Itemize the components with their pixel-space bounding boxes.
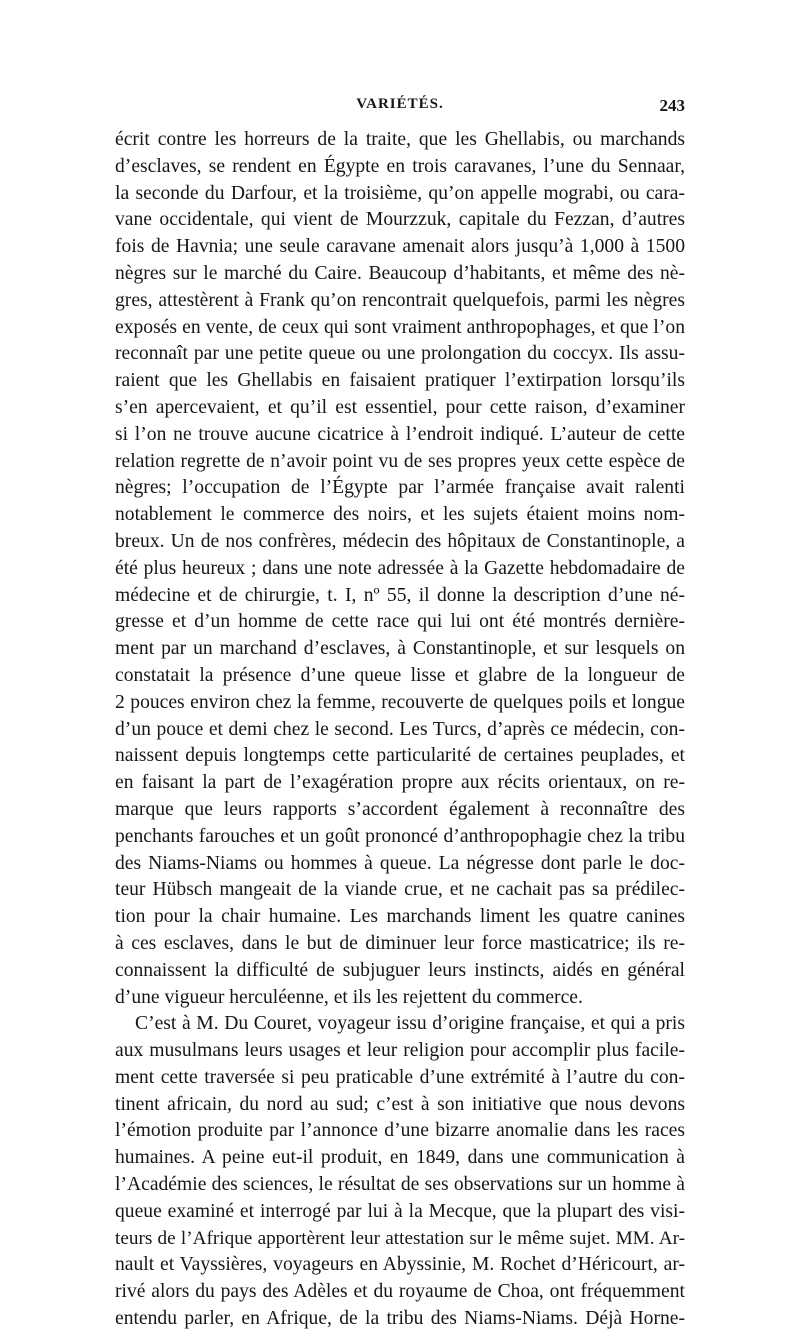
text-line: 2 pouces environ chez la femme, recouverte de quelques poils et longue xyxy=(115,691,685,713)
text-line: aux musulmans leurs usages et leur religion pour accomplir plus facile- xyxy=(115,1040,685,1062)
text-line: d’une vigueur herculéenne, et ils les rejettent du commerce. xyxy=(115,986,583,1008)
text-line: breux. Un de nos confrères, médecin des hôpitaux de Constantinople, a xyxy=(115,530,685,552)
text-line: nault et Vayssières, voyageurs en Abyssinie, M. Rochet d’Héricourt, ar- xyxy=(115,1254,685,1276)
text-line: reconnaît par une petite queue ou une prolongation du coccyx. Ils assu- xyxy=(115,343,685,365)
text-line: naissent depuis longtemps cette particularité de certaines peuplades, et xyxy=(115,745,685,767)
text-line: écrit contre les horreurs de la traite, que les Ghellabis, ou marchands xyxy=(115,129,685,150)
text-line: gres, attestèrent à Frank qu’on rencontrait quelquefois, parmi les nègres xyxy=(115,289,685,311)
text-line: humaines. A peine eut-il produit, en 1849, dans une communication à xyxy=(115,1147,685,1169)
text-line: tinent africain, du nord au sud; c’est à son initiative que nous devons xyxy=(115,1093,685,1115)
text-line: tion pour la chair humaine. Les marchands liment les quatre canines xyxy=(115,906,685,928)
text-line: gresse et d’un homme de cette race qui lui ont été montrés dernière- xyxy=(115,611,685,633)
text-line: rivé alors du pays des Adèles et du royaume de Choa, ont fréquemment xyxy=(115,1281,685,1303)
text-line: d’esclaves, se rendent en Égypte en trois caravanes, l’une du Sennaar, xyxy=(115,155,685,177)
text-line: teurs de l’Afrique apportèrent leur attestation sur le même sujet. MM. Ar- xyxy=(115,1227,685,1249)
page-number: 243 xyxy=(659,96,685,115)
text-line: exposés en vente, de ceux qui sont vraiment anthropophages, et que l’on xyxy=(115,316,685,338)
text-line: l’émotion produite par l’annonce d’une bizarre anomalie dans les races xyxy=(115,1120,685,1142)
body-text xyxy=(115,127,685,1333)
text-line: notablement le commerce des noirs, et les sujets étaient moins nom- xyxy=(115,504,685,526)
text-line: ment par un marchand d’esclaves, à Constantinople, et sur lesquels on xyxy=(115,638,685,660)
text-line: nègres; l’occupation de l’Égypte par l’armée française avait ralenti xyxy=(115,477,685,499)
text-line: d’un pouce et demi chez le second. Les Turcs, d’après ce médecin, con- xyxy=(115,718,685,740)
text-line: en faisant la part de l’exagération propre aux récits orientaux, on re- xyxy=(115,772,685,794)
text-line: la seconde du Darfour, et la troisième, qu’on appelle mograbi, ou cara- xyxy=(115,182,685,204)
text-line: si l’on ne trouve aucune cicatrice à l’endroit indiqué. L’auteur de cette xyxy=(115,423,685,445)
text-line: été plus heureux ; dans une note adressée à la Gazette hebdomadaire de xyxy=(115,557,685,579)
text-line: C’est à M. Du Couret, voyageur issu d’origine française, et qui a pris xyxy=(135,1013,685,1035)
text-line: fois de Havnia; une seule caravane amenait alors jusqu’à 1,000 à 1500 xyxy=(115,236,685,258)
running-head xyxy=(115,96,685,122)
text-line: l’Académie des sciences, le résultat de ses observations sur un homme à xyxy=(115,1174,685,1196)
text-line: à ces esclaves, dans le but de diminuer leur force masticatrice; ils re- xyxy=(115,932,685,954)
text-line: queue examiné et interrogé par lui à la Mecque, que la plupart des visi- xyxy=(115,1200,685,1222)
text-line: médecine et de chirurgie, t. I, nº 55, il donne la description d’une né- xyxy=(115,584,685,606)
text-line: constatait la présence d’une queue lisse et glabre de la longueur de xyxy=(115,664,685,686)
text-line: marque que leurs rapports s’accordent également à reconnaître des xyxy=(115,798,685,820)
text-line: raient que les Ghellabis en faisaient pratiquer l’extirpation lorsqu’ils xyxy=(115,370,685,392)
text-line: des Niams-Niams ou hommes à queue. La négresse dont parle le doc- xyxy=(115,852,685,874)
text-line: s’en apercevaient, et qu’il est essentiel, pour cette raison, d’examiner xyxy=(115,396,685,418)
text-line: teur Hübsch mangeait de la viande crue, et ne cachait pas sa prédilec- xyxy=(115,879,685,901)
text-line: vane occidentale, qui vient de Mourzzuk, capitale du Fezzan, d’autres xyxy=(115,209,685,231)
text-line: ment cette traversée si peu praticable d’une extrémité à l’autre du con- xyxy=(115,1066,685,1088)
text-line: nègres sur le marché du Caire. Beaucoup d’habitants, et même des nè- xyxy=(115,262,685,284)
text-line: connaissent la difficulté de subjuguer leurs instincts, aidés en général xyxy=(115,959,685,981)
text-line: relation regrette de n’avoir point vu de ses propres yeux cette espèce de xyxy=(115,450,685,472)
running-title: VARIÉTÉS. xyxy=(356,96,444,112)
text-line: penchants farouches et un goût prononcé d’anthropophagie chez la tribu xyxy=(115,825,685,847)
text-line: entendu parler, en Afrique, de la tribu des Niams-Niams. Déjà Horne- xyxy=(115,1308,685,1330)
